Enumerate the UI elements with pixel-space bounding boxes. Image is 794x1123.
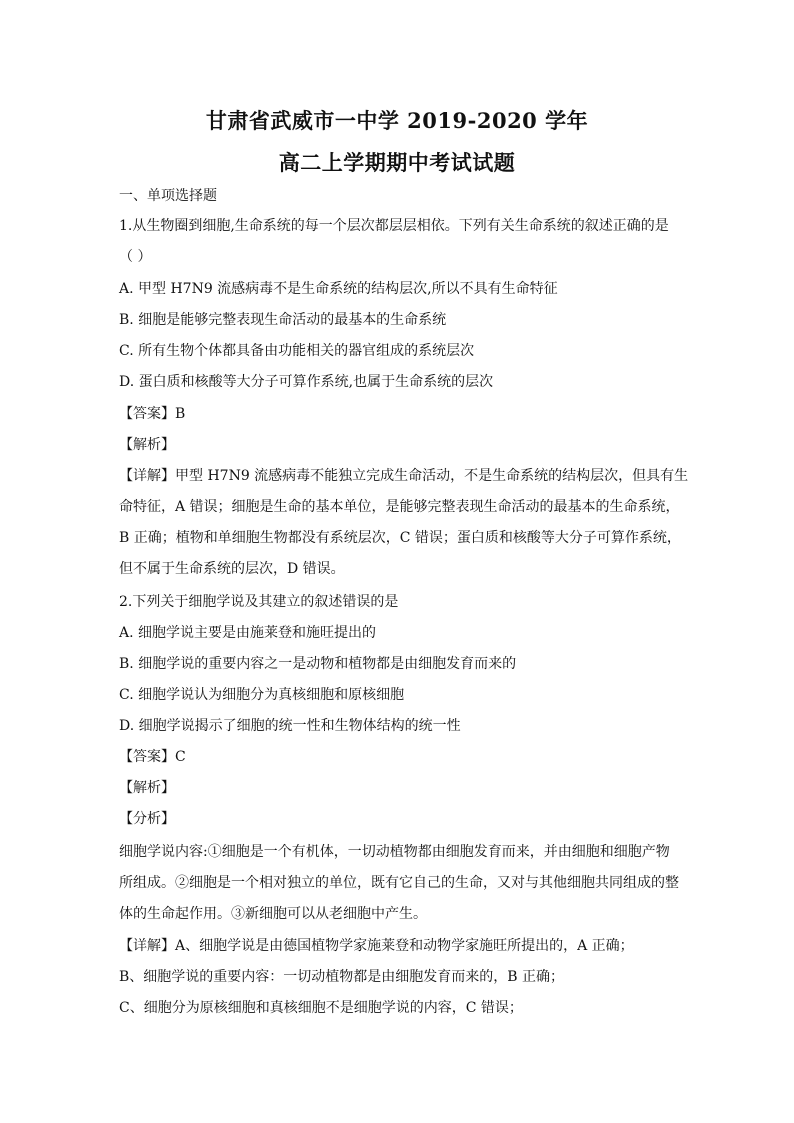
q2-stem: 2.下列关于细胞学说及其建立的叙述错误的是	[119, 594, 399, 610]
q2-option-a: A. 细胞学说主要是由施莱登和施旺提出的	[119, 625, 377, 641]
q2-option-d: D. 细胞学说揭示了细胞的统一性和生物体结构的统一性	[119, 718, 461, 734]
section-heading: 一、单项选择题	[119, 188, 217, 204]
q1-stem-line1: 1.从生物圈到细胞,生命系统的每一个层次都层层相依。下列有关生命系统的叙述正确的是	[119, 218, 669, 234]
q2-analysis-label: 【解析】	[119, 780, 175, 796]
q1-answer: 【答案】B	[119, 406, 186, 422]
q1-option-a: A. 甲型 H7N9 流感病毒不是生命系统的结构层次,所以不具有生命特征	[119, 281, 558, 297]
q1-option-c: C. 所有生物个体都具备由功能相关的器官组成的系统层次	[119, 343, 475, 359]
q2-detail-line3: C、细胞分为原核细胞和真核细胞不是细胞学说的内容，C 错误；	[119, 1000, 523, 1016]
q2-detail-line2: B、细胞学说的重要内容：一切动植物都是由细胞发育而来的，B 正确；	[119, 969, 565, 985]
document-title-line2: 高二上学期期中考试试题	[278, 150, 516, 175]
document-title-line1: 甘肃省武威市一中学 2019-2020 学年	[205, 108, 589, 133]
q2-detail-line1: 【详解】A、细胞学说是由德国植物学家施莱登和动物学家施旺所提出的，A 正确；	[119, 938, 634, 954]
q2-analysis-sub: 【分析】	[119, 811, 175, 827]
q2-analysis-line3: 体的生命起作用。③新细胞可以从老细胞中产生。	[119, 906, 427, 922]
q1-analysis-label: 【解析】	[119, 437, 175, 453]
q1-stem-line2: （ ）	[119, 249, 152, 265]
q2-answer: 【答案】C	[119, 749, 186, 765]
q2-analysis-line2: 所组成。②细胞是一个相对独立的单位，既有它自己的生命，又对与其他细胞共同组成的整	[119, 875, 679, 891]
q1-option-d: D. 蛋白质和核酸等大分子可算作系统,也属于生命系统的层次	[119, 374, 494, 390]
q2-option-c: C. 细胞学说认为细胞分为真核细胞和原核细胞	[119, 687, 405, 703]
q1-detail-line1: 【详解】甲型 H7N9 流感病毒不能独立完成生命活动，不是生命系统的结构层次，但具有生	[119, 468, 689, 484]
q1-detail-line2: 命特征，A 错误；细胞是生命的基本单位，是能够完整表现生命活动的最基本的生命系统，	[119, 499, 680, 515]
q1-option-b: B. 细胞是能够完整表现生命活动的最基本的生命系统	[119, 312, 447, 328]
q2-option-b: B. 细胞学说的重要内容之一是动物和植物都是由细胞发育而来的	[119, 656, 517, 672]
q2-analysis-line1: 细胞学说内容:①细胞是一个有机体，一切动植物都由细胞发育而来，并由细胞和细胞产物	[119, 844, 670, 860]
q1-detail-line3: B 正确；植物和单细胞生物都没有系统层次，C 错误；蛋白质和核酸等大分子可算作系统，	[119, 530, 681, 546]
q1-detail-line4: 但不属于生命系统的层次，D 错误。	[119, 561, 345, 577]
